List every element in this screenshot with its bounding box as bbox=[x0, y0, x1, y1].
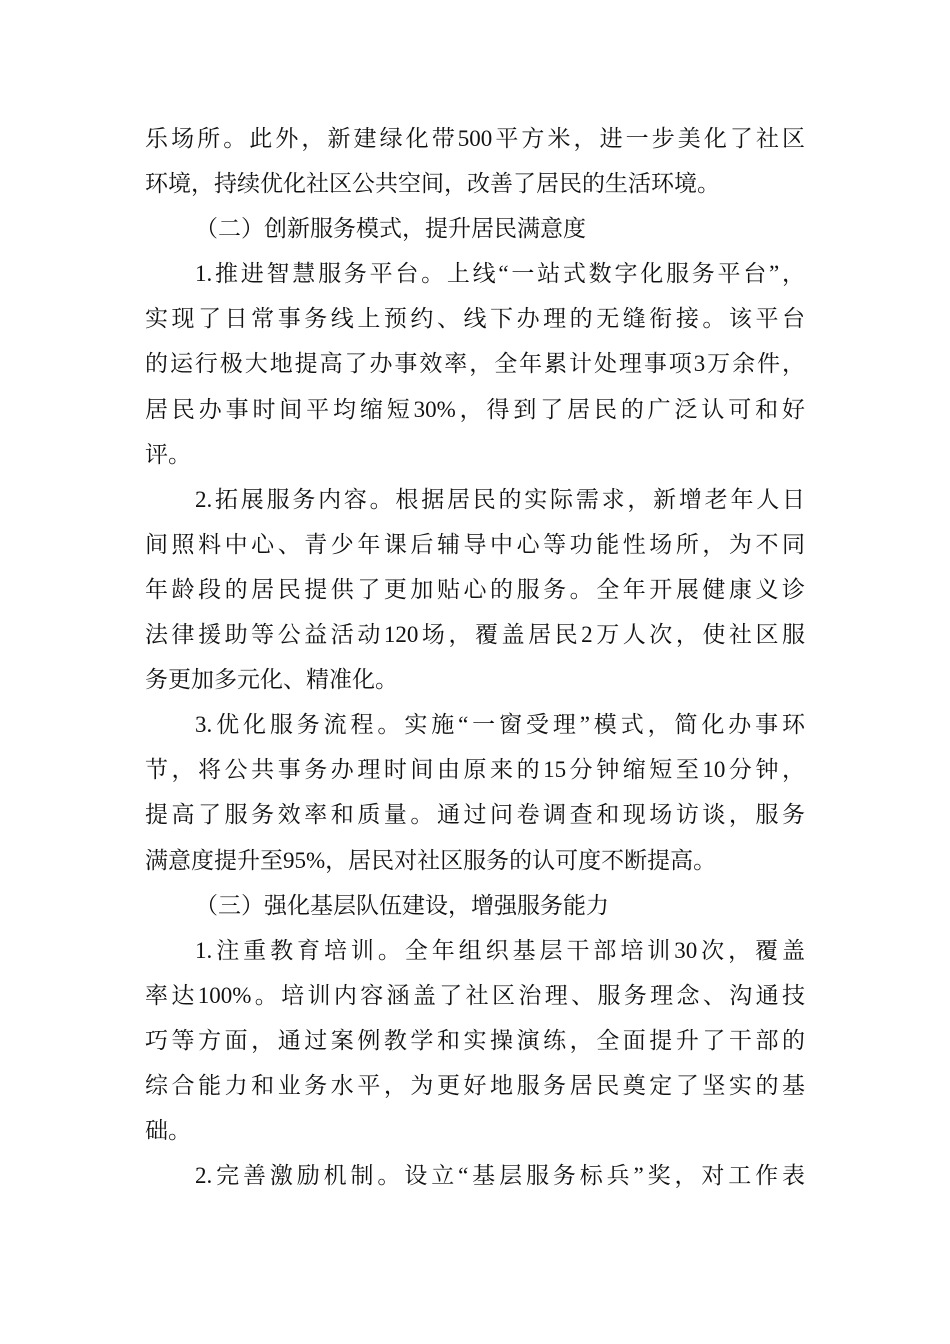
text-line: 3.优化服务流程。实施“一窗受理”模式，简化办事环 bbox=[195, 712, 805, 738]
text-line: 务更加多元化、精准化。 bbox=[145, 667, 398, 693]
text-line: 节，将公共事务办理时间由原来的15分钟缩短至10分钟， bbox=[145, 757, 805, 783]
text-line: 1.注重教育培训。全年组织基层干部培训30次，覆盖 bbox=[195, 937, 805, 963]
text-line: 法律援助等公益活动120场，覆盖居民2万人次，使社区服 bbox=[145, 622, 805, 648]
document-body bbox=[145, 116, 805, 1198]
text-line: 间照料中心、青少年课后辅导中心等功能性场所，为不同 bbox=[145, 531, 805, 557]
text-line: 2.完善激励机制。设立“基层服务标兵”奖，对工作表 bbox=[195, 1163, 805, 1189]
text-line: 居民办事时间平均缩短30%，得到了居民的广泛认可和好 bbox=[145, 396, 805, 422]
section-heading: （二）创新服务模式，提升居民满意度 bbox=[195, 216, 586, 242]
text-line: 巧等方面，通过案例教学和实操演练，全面提升了干部的 bbox=[145, 1027, 805, 1053]
text-line: 乐场所。此外，新建绿化带500平方米，进一步美化了社区 bbox=[145, 126, 805, 151]
text-line: 评。 bbox=[145, 441, 191, 467]
text-line: 1.推进智慧服务平台。上线“一站式数字化服务平台”， bbox=[195, 261, 805, 287]
text-line: 提高了服务效率和质量。通过问卷调查和现场访谈，服务 bbox=[145, 802, 805, 828]
text-line: 综合能力和业务水平，为更好地服务居民奠定了坚实的基 bbox=[145, 1072, 805, 1098]
text-line: 年龄段的居民提供了更加贴心的服务。全年开展健康义诊 bbox=[145, 576, 805, 602]
text-line: 率达100%。培训内容涵盖了社区治理、服务理念、沟通技 bbox=[145, 982, 805, 1008]
text-line: 的运行极大地提高了办事效率，全年累计处理事项3万余件， bbox=[145, 351, 805, 377]
text-line: 环境，持续优化社区公共空间，改善了居民的生活环境。 bbox=[145, 171, 720, 197]
text-line: 满意度提升至95%，居民对社区服务的认可度不断提高。 bbox=[145, 847, 717, 873]
text-line: 实现了日常事务线上预约、线下办理的无缝衔接。该平台 bbox=[145, 306, 805, 332]
section-heading: （三）强化基层队伍建设，增强服务能力 bbox=[195, 892, 609, 918]
text-line: 础。 bbox=[145, 1118, 191, 1144]
text-line: 2.拓展服务内容。根据居民的实际需求，新增老年人日 bbox=[195, 486, 805, 512]
